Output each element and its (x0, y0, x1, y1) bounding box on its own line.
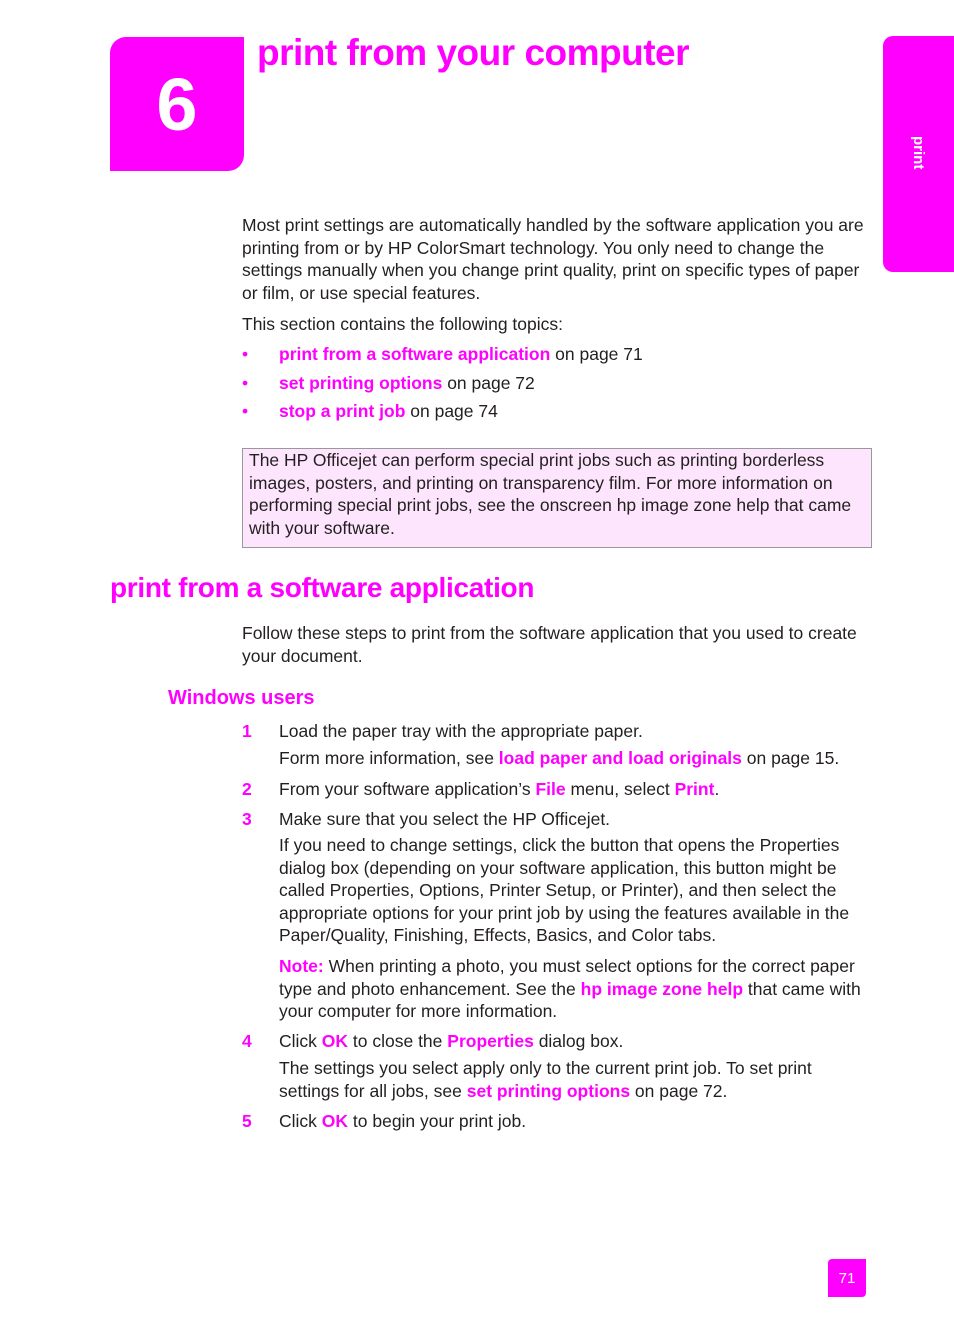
print-command-ref: Print (674, 779, 715, 799)
note-label: Note: (279, 956, 324, 976)
step-number: 1 (242, 721, 252, 741)
section-title: print from a software application (110, 572, 535, 603)
step-text (279, 1030, 869, 1053)
page-number: 71 (828, 1259, 866, 1297)
step-number: 3 (242, 809, 252, 829)
step-text-part: to close the (348, 1031, 448, 1051)
step-text (279, 1110, 869, 1133)
step-text-part: dialog box. (533, 1031, 624, 1051)
step-detail-text: on page 15. (741, 748, 840, 768)
chapter-number-badge (110, 37, 244, 171)
hp-image-zone-help-link[interactable]: hp image zone help (580, 978, 744, 999)
step-detail (279, 1057, 869, 1102)
bullet-icon: • (242, 344, 249, 364)
step-text-part: to begin your print job. (348, 1111, 527, 1131)
properties-dialog-ref: Properties (447, 1031, 534, 1051)
step-text-part: From your software application’s (279, 779, 536, 799)
note-text: that came with your computer for more information. (279, 978, 861, 1021)
step-text: Load the paper tray with the appropriate paper. (279, 721, 643, 741)
step-number: 4 (242, 1031, 252, 1051)
topic-link[interactable]: set printing options (279, 373, 443, 393)
bullet-icon: • (242, 373, 249, 393)
note-text: When printing a photo, you must select options for the correct paper type and photo enhancement. See the (279, 956, 855, 999)
topics-lead: This section contains the following topics: (242, 314, 563, 334)
step-number: 2 (242, 779, 252, 799)
section-intro: Follow these steps to print from the software application that you used to create your document. (242, 623, 857, 666)
file-menu-ref: File (535, 779, 566, 799)
topic-link[interactable]: stop a print job (279, 401, 406, 421)
set-printing-options-link[interactable]: set printing options (466, 1080, 631, 1101)
step-number: 5 (242, 1111, 252, 1131)
step-detail-text: on page 72. (630, 1080, 728, 1101)
topic-link[interactable]: print from a software application (279, 344, 551, 364)
ok-button-ref: OK (321, 1111, 349, 1131)
intro-paragraph: Most print settings are automatically handled by the software application you are printing from or by HP ColorSmart technology. You only need to change the settings manually when you change print quality, print on specific types of paper or film, or use special features. (242, 215, 864, 303)
step-text (279, 778, 869, 801)
step-text-part: Click (279, 1031, 322, 1051)
step-detail: If you need to change settings, click the button that opens the Properties dialog box (depending on your software application, this button might be called Properties, Options, Printer Setup, or Printer), and then select the appropriate options for your print job by using the features available in the Paper/Quality, Finishing, Effects, Basics, and Color tabs. (279, 835, 850, 945)
load-paper-link[interactable]: load paper and load originals (498, 748, 742, 768)
chapter-number: 6 (156, 62, 198, 146)
bullet-icon: • (242, 401, 249, 421)
step-detail (279, 747, 869, 770)
step-text-part: menu, select (565, 779, 675, 799)
step-text-part: . (714, 779, 720, 799)
step-text: Make sure that you select the HP Officejet. (279, 809, 611, 829)
step-detail-text: Form more information, see (279, 748, 499, 768)
subsection-title: Windows users (168, 687, 315, 709)
topic-page-ref: on page 71 (550, 344, 643, 364)
step-note (279, 955, 869, 1023)
topic-page-ref: on page 72 (442, 373, 535, 393)
chapter-title: print from your computer (257, 32, 690, 73)
special-print-note: The HP Officejet can perform special print jobs such as printing borderless images, posters, and printing on transparency film. For more information on performing special print jobs, see the onscreen hp image zone help that came with your software. (242, 448, 872, 548)
step-text-part: Click (279, 1111, 322, 1131)
side-tab-label: print (910, 136, 927, 170)
topic-page-ref: on page 74 (405, 401, 498, 421)
ok-button-ref: OK (321, 1031, 349, 1051)
step-detail-text: The settings you select apply only to the current print job. To set print settings for all jobs, see (279, 1058, 812, 1101)
